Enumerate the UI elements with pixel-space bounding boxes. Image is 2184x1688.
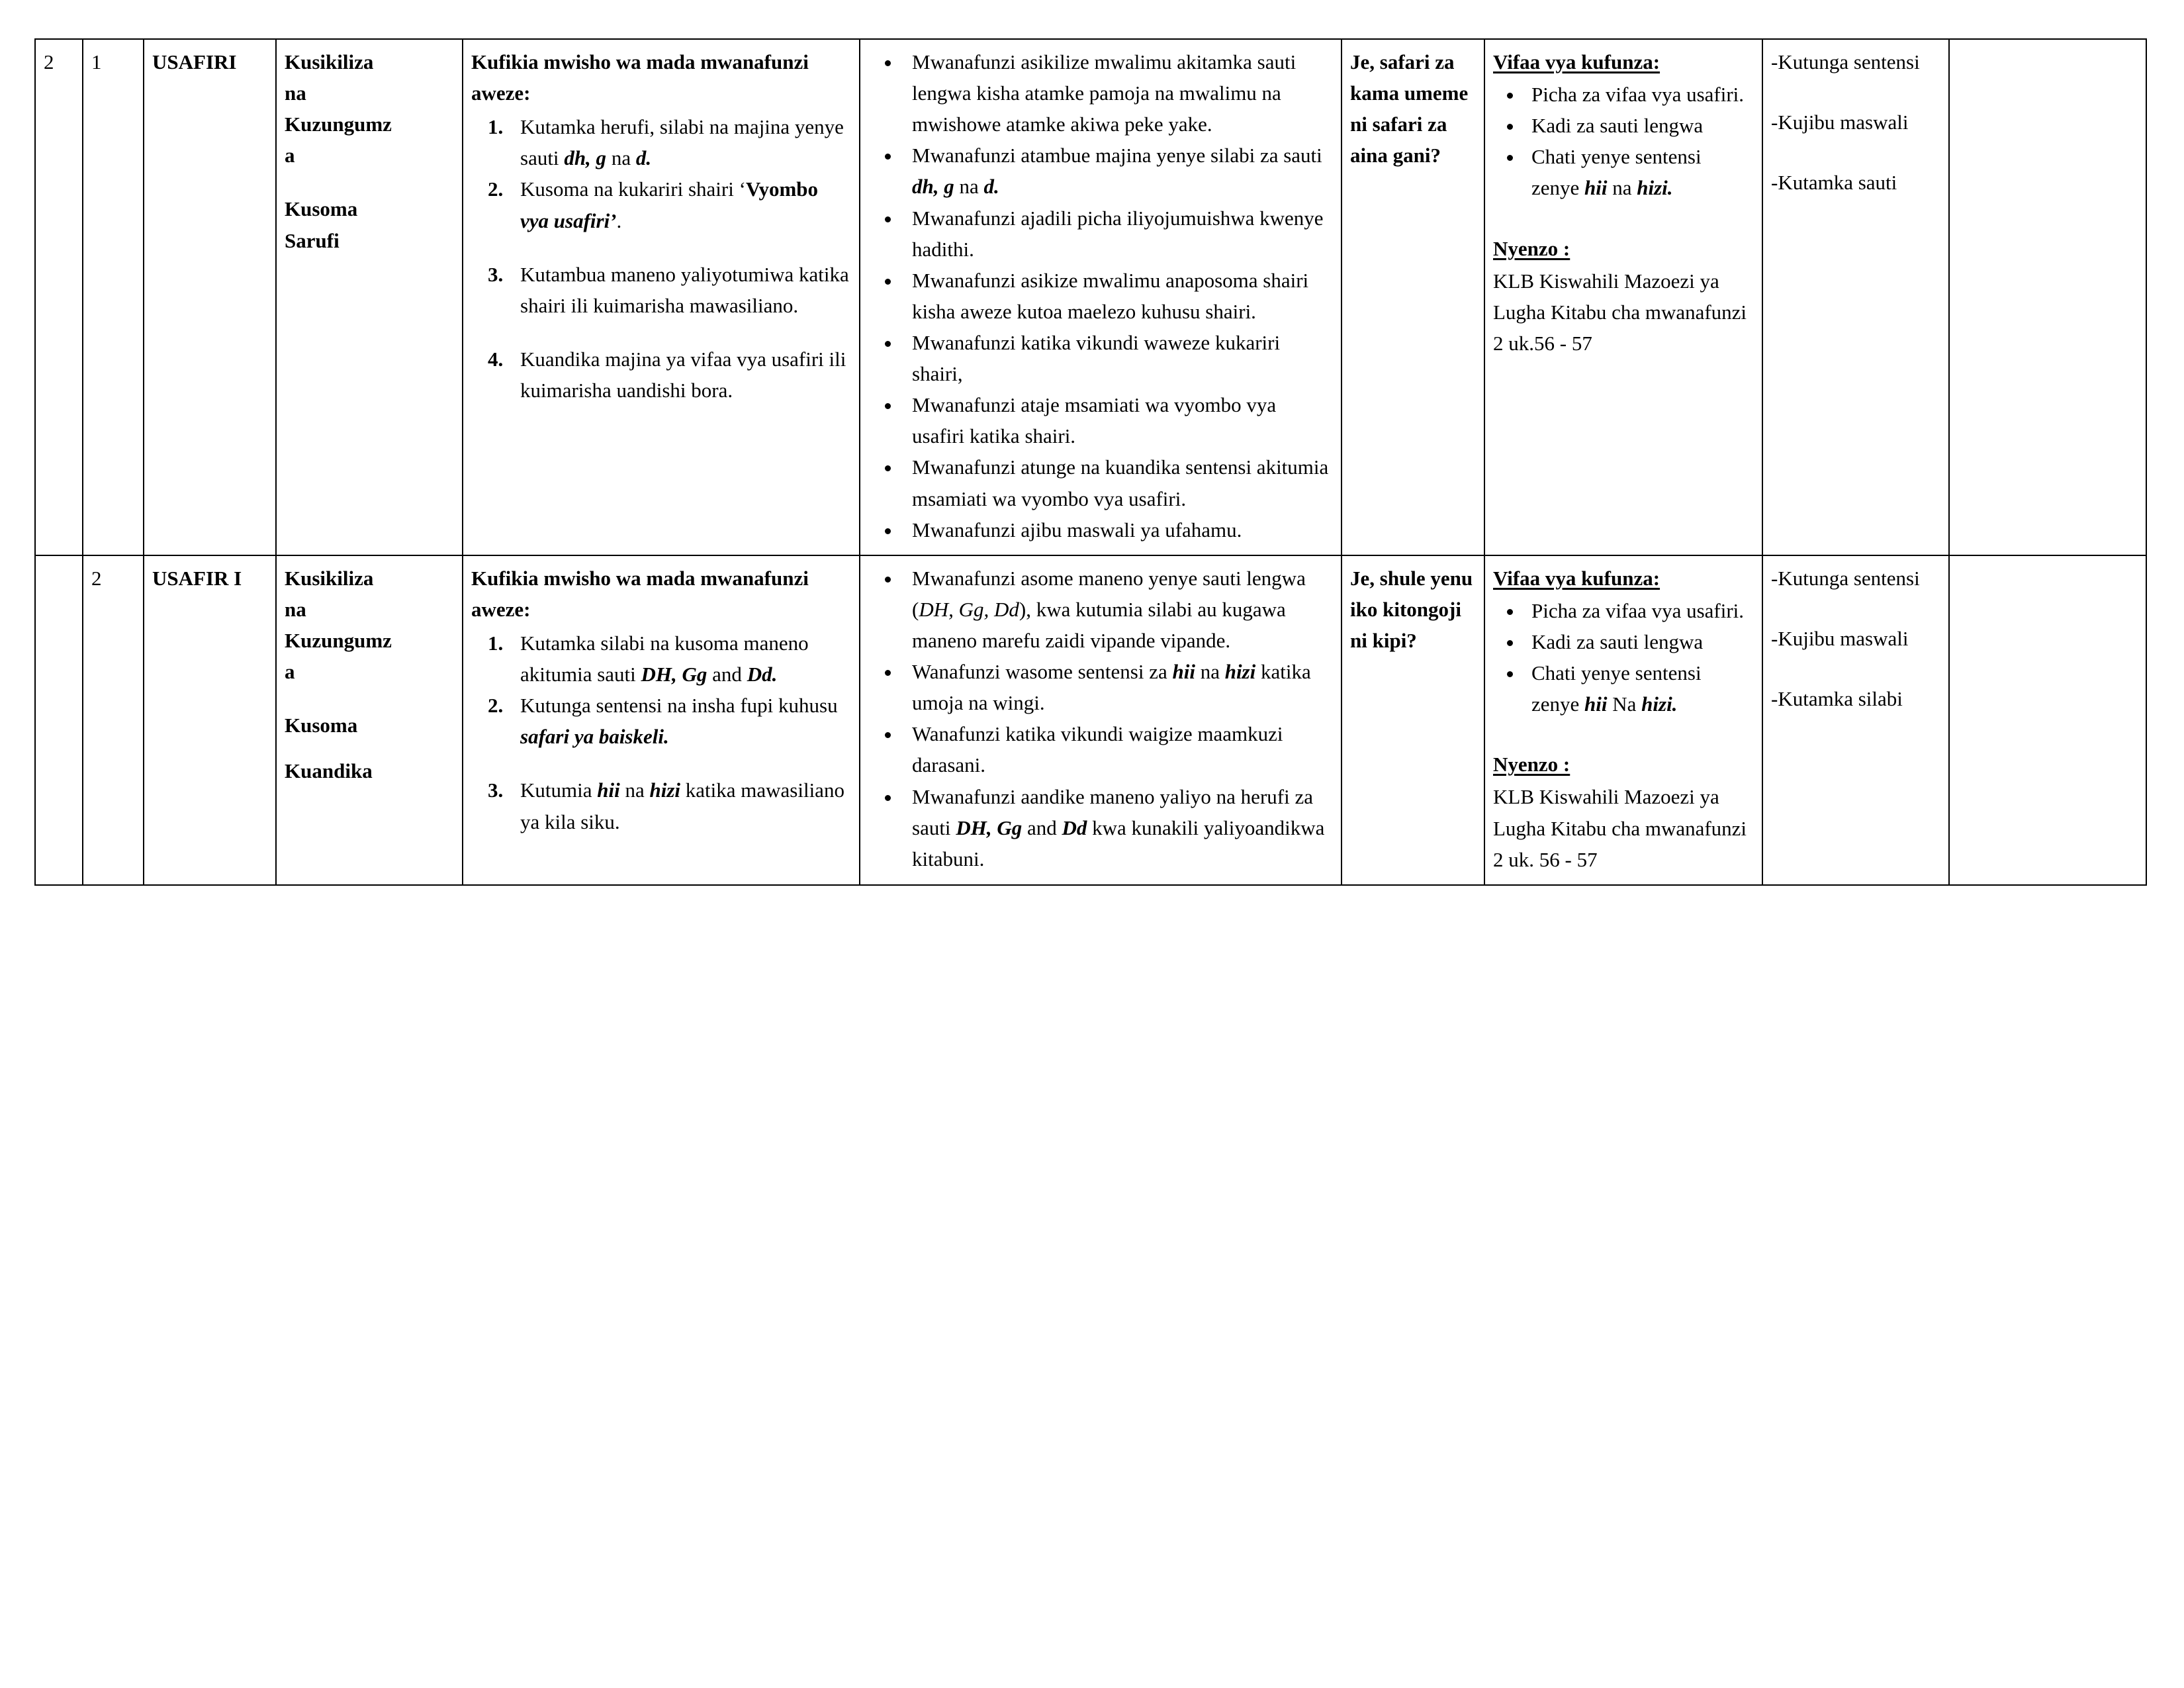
objective-item: 3. Kutumia hii na hizi katika mawasiliano ya kila siku. — [508, 774, 851, 837]
resource-item: • Chati yenye sentensi zenye hii Na hizi. — [1524, 657, 1754, 720]
cell-objectives — [463, 555, 860, 885]
resource-item: • Picha za vifaa vya usafiri. — [1524, 595, 1754, 626]
sources-text: KLB Kiswahili Mazoezi ya Lugha Kitabu cha mwanafunzi 2 uk. 56 - 57 — [1493, 785, 1747, 871]
objective-item: 4. Kuandika majina ya vifaa vya usafiri ili kuimarisha uandishi bora. — [508, 344, 851, 406]
table-row — [35, 39, 2146, 555]
activity-item: • Wanafunzi wasome sentensi za hii na hizi katika umoja na wingi. — [901, 656, 1333, 718]
activities-list — [868, 46, 1333, 545]
resources-heading: Vifaa vya kufunza: — [1493, 566, 1661, 590]
cell-skills — [276, 39, 463, 555]
cell-remarks — [1949, 555, 2146, 885]
resources-heading: Vifaa vya kufunza: — [1493, 50, 1661, 73]
cell-theme: USAFIR I — [144, 555, 276, 885]
skill-line: na — [285, 597, 306, 621]
activity-item: • Mwanafunzi ataje msamiati wa vyombo vya usafiri katika shairi. — [901, 389, 1333, 451]
cell-activities — [860, 39, 1342, 555]
skill-line: Kusoma — [285, 197, 358, 221]
objectives-list — [471, 628, 851, 837]
objectives-list — [471, 111, 851, 406]
reflection-item: -Kutamka silabi — [1771, 686, 1903, 710]
table-body — [35, 39, 2146, 885]
sources-heading: Nyenzo : — [1493, 236, 1570, 260]
key-inquiry-question: Je, safari za kama umeme ni safari za aina gani? — [1350, 50, 1469, 167]
key-inquiry-question: Je, shule yenu iko kitongoji ni kipi? — [1350, 566, 1473, 652]
resource-item: • Picha za vifaa vya usafiri. — [1524, 79, 1754, 110]
objective-item: 1. Kutamka herufi, silabi na majina yenye sauti dh, g na d. — [508, 111, 851, 173]
scheme-of-work-table — [34, 38, 2147, 886]
cell-objectives — [463, 39, 860, 555]
activity-item: • Mwanafunzi aandike maneno yaliyo na herufi za sauti DH, Gg and Dd kwa kunakili yaliyoandikwa kitabuni. — [901, 781, 1333, 874]
resource-item: • Chati yenye sentensi zenye hii na hizi. — [1524, 141, 1754, 203]
activity-item: • Mwanafunzi atunge na kuandika sentensi akitumia msamiati wa vyombo vya usafiri. — [901, 451, 1333, 514]
table-row — [35, 555, 2146, 885]
activities-list — [868, 563, 1333, 874]
reflection-item: -Kutunga sentensi — [1771, 566, 1920, 590]
skill-line: Kusoma — [285, 714, 358, 737]
cell-activities — [860, 555, 1342, 885]
skill-line: Kuzungumz — [285, 628, 392, 652]
cell-resources — [1484, 555, 1762, 885]
cell-skills — [276, 555, 463, 885]
sources-text: KLB Kiswahili Mazoezi ya Lugha Kitabu cha mwanafunzi 2 uk.56 - 57 — [1493, 269, 1747, 355]
cell-theme: USAFIRI — [144, 39, 276, 555]
reflection-item: -Kutamka sauti — [1771, 171, 1897, 195]
skill-line: a — [285, 660, 295, 684]
resource-item: • Kadi za sauti lengwa — [1524, 110, 1754, 141]
resources-list — [1493, 595, 1754, 720]
skill-line: Kuzungumz — [285, 113, 392, 136]
activity-item: • Mwanafunzi asikilize mwalimu akitamka sauti lengwa kisha atamke pamoja na mwalimu na mwishowe atamke akiwa peke yake. — [901, 46, 1333, 140]
skill-line: Kusikiliza — [285, 50, 374, 73]
skill-line: Kuandika — [285, 759, 373, 783]
objective-item: 2. Kutunga sentensi na insha fupi kuhusu safari ya baiskeli. — [508, 690, 851, 752]
objectives-heading: Kufikia mwisho wa mada mwanafunzi aweze: — [471, 566, 809, 621]
skill-line: Sarufi — [285, 228, 340, 252]
objective-item: 2. Kusoma na kukariri shairi ‘Vyombo vya usafiri’. — [508, 173, 851, 236]
resources-list — [1493, 79, 1754, 203]
cell-week: 2 — [35, 39, 83, 555]
cell-remarks — [1949, 39, 2146, 555]
reflection-item: -Kutunga sentensi — [1771, 50, 1920, 73]
cell-reflection — [1762, 39, 1949, 555]
cell-question — [1342, 39, 1484, 555]
objectives-heading: Kufikia mwisho wa mada mwanafunzi aweze: — [471, 50, 809, 105]
cell-lesson: 1 — [83, 39, 144, 555]
activity-item: • Mwanafunzi katika vikundi waweze kukariri shairi, — [901, 327, 1333, 389]
skill-line: Kusikiliza — [285, 566, 374, 590]
reflection-item: -Kujibu maswali — [1771, 111, 1909, 134]
cell-resources — [1484, 39, 1762, 555]
objective-item: 1. Kutamka silabi na kusoma maneno akitumia sauti DH, Gg and Dd. — [508, 628, 851, 690]
cell-week — [35, 555, 83, 885]
activity-item: • Wanafunzi katika vikundi waigize maamkuzi darasani. — [901, 718, 1333, 780]
activity-item: • Mwanafunzi atambue majina yenye silabi za sauti dh, g na d. — [901, 140, 1333, 202]
activity-item: • Mwanafunzi ajibu maswali ya ufahamu. — [901, 514, 1333, 545]
objective-item: 3. Kutambua maneno yaliyotumiwa katika shairi ili kuimarisha mawasiliano. — [508, 259, 851, 321]
reflection-item: -Kujibu maswali — [1771, 626, 1909, 650]
cell-lesson: 2 — [83, 555, 144, 885]
cell-reflection — [1762, 555, 1949, 885]
cell-question — [1342, 555, 1484, 885]
resource-item: • Kadi za sauti lengwa — [1524, 626, 1754, 657]
skill-line: a — [285, 144, 295, 167]
activity-item: • Mwanafunzi asome maneno yenye sauti lengwa (DH, Gg, Dd), kwa kutumia silabi au kugawa maneno marefu zaidi vipande vipande. — [901, 563, 1333, 656]
activity-item: • Mwanafunzi asikize mwalimu anaposoma shairi kisha aweze kutoa maelezo kuhusu shairi. — [901, 265, 1333, 327]
sources-heading: Nyenzo : — [1493, 753, 1570, 776]
skill-line: na — [285, 81, 306, 105]
activity-item: • Mwanafunzi ajadili picha iliyojumuishwa kwenye hadithi. — [901, 203, 1333, 265]
